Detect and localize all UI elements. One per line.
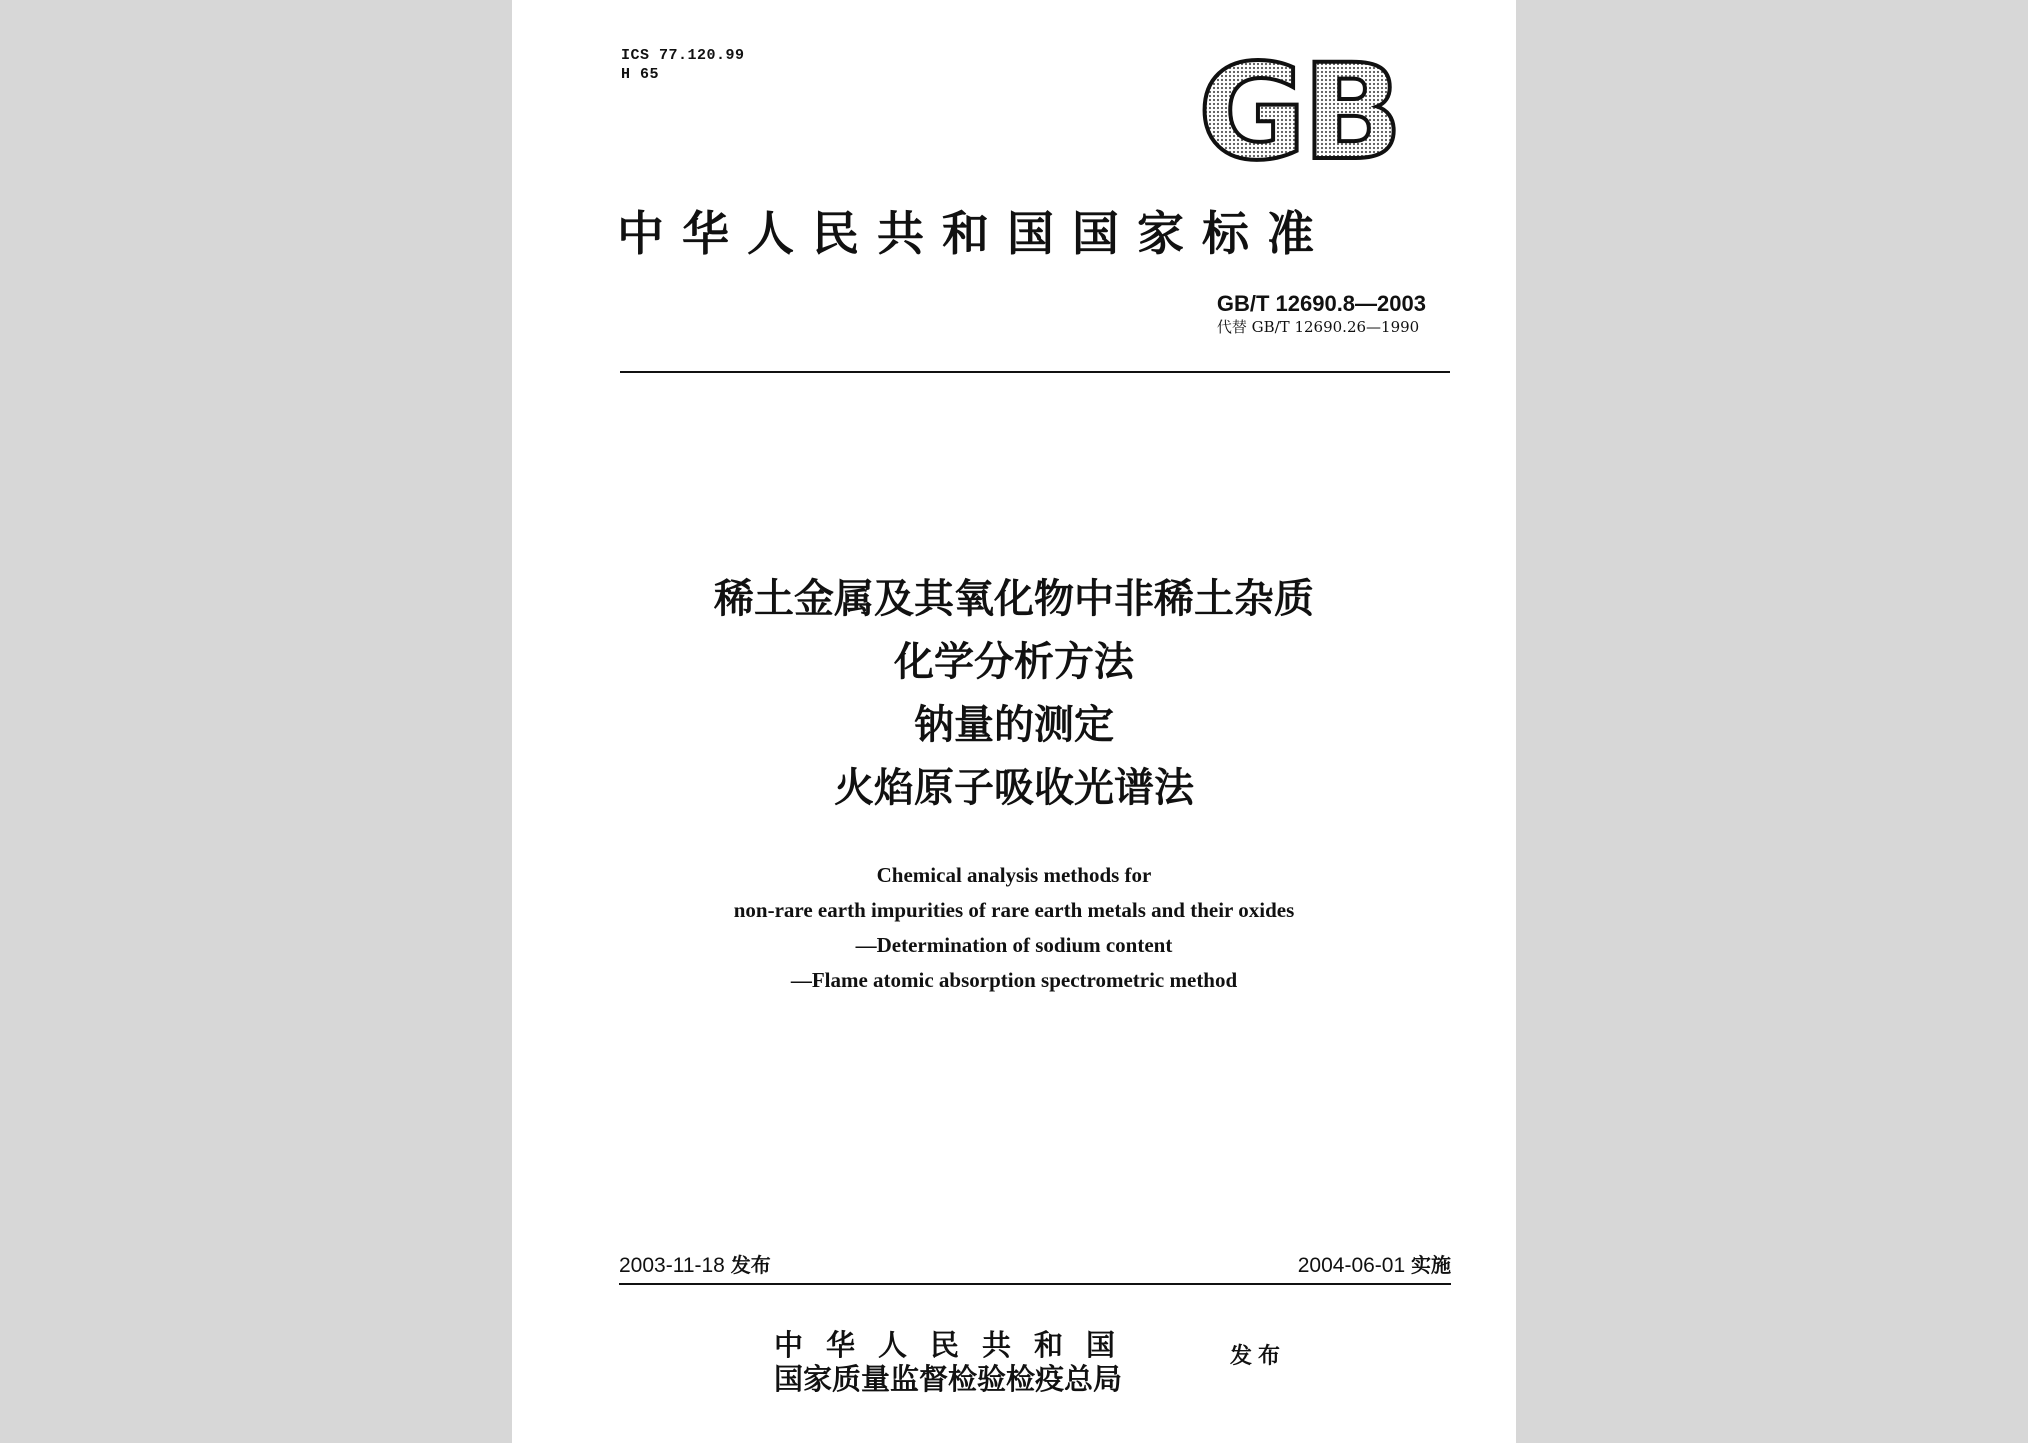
implementation-label: 实施 <box>1411 1253 1451 1277</box>
issuer-verb: 发布 <box>1230 1343 1287 1369</box>
issuer-block <box>774 1328 1138 1396</box>
document-page <box>512 0 1516 1443</box>
classification-codes <box>621 46 745 84</box>
standard-number-block <box>1217 291 1426 337</box>
standard-number: GB/T 12690.8—2003 <box>1216 291 1426 316</box>
implementation-date <box>1298 1252 1451 1279</box>
chinese-title-line: 稀土金属及其氧化物中非稀土杂质 <box>714 576 1314 622</box>
issue-label: 发布 <box>730 1253 771 1277</box>
ccs-code: H 65 <box>621 66 660 83</box>
implementation-date-value: 2004-06-01 <box>1297 1254 1406 1277</box>
chinese-title <box>512 568 1516 820</box>
gb-logo-icon <box>1192 54 1407 170</box>
issue-date-value: 2003-11-18 <box>619 1254 725 1277</box>
replaces-standard: 代替 GB/T 12690.26—1990 <box>1216 318 1420 336</box>
svg-text:GB: GB <box>1198 54 1399 170</box>
issue-date <box>619 1252 771 1279</box>
issuer-agency: 国家质量监督检验检疫总局 <box>774 1362 1123 1396</box>
english-title <box>512 858 1516 998</box>
header-rule <box>620 371 1450 373</box>
english-title-line: —Determination of sodium content <box>855 933 1173 957</box>
footer-rule <box>619 1283 1451 1285</box>
english-title-line: Chemical analysis methods for <box>876 863 1152 887</box>
english-title-line: non-rare earth impurities of rare earth metals and their oxides <box>733 898 1295 922</box>
chinese-title-line: 钠量的测定 <box>914 702 1114 748</box>
issuer-country: 中华人民共和国 <box>774 1328 1139 1362</box>
ics-code: ICS 77.120.99 <box>621 47 745 64</box>
national-standard-title: 中华人民共和国国家标准 <box>617 207 1332 262</box>
chinese-title-line: 火焰原子吸收光谱法 <box>834 765 1194 811</box>
english-title-line: —Flame atomic absorption spectrometric method <box>790 968 1238 992</box>
chinese-title-line: 化学分析方法 <box>894 639 1134 685</box>
